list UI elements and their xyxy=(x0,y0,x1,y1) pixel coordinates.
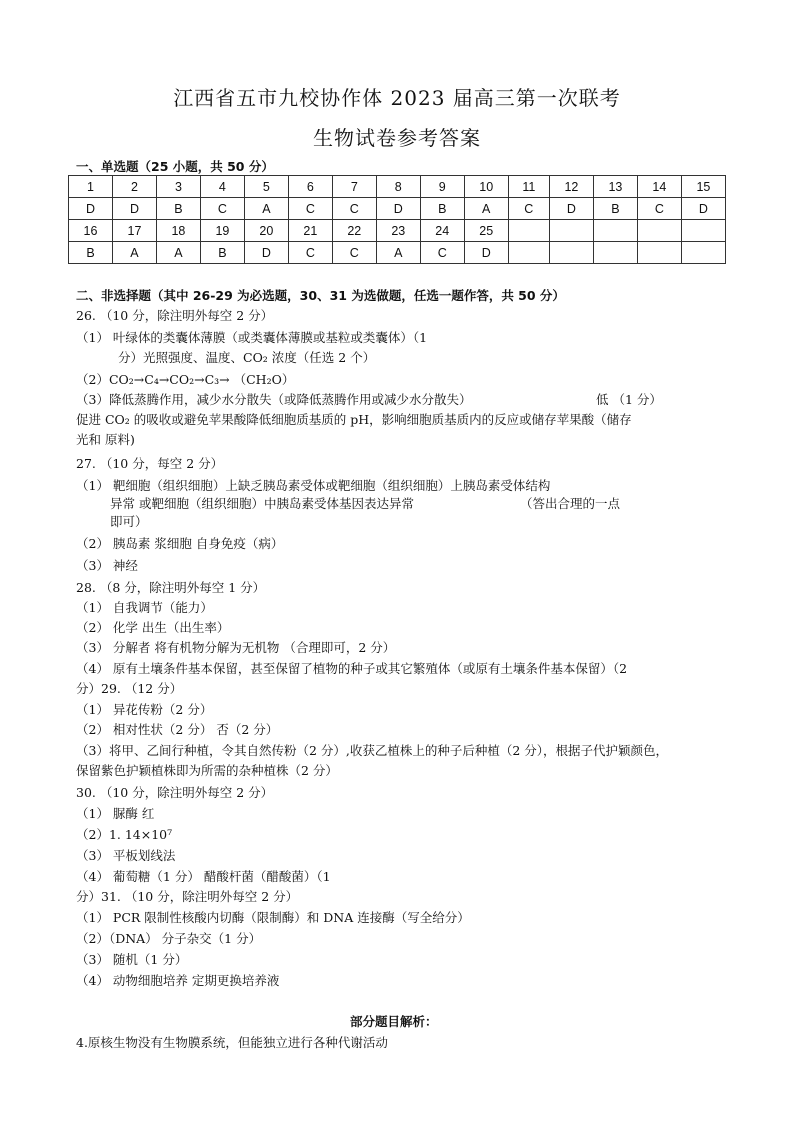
row2_ans-cell: A xyxy=(376,242,420,264)
row2_ans-cell: A xyxy=(112,242,156,264)
row2_ans-cell: C xyxy=(288,242,332,264)
q26-answer-1: （1） 叶绿体的类囊体薄膜（或类囊体薄膜或基粒或类囊体）（1 xyxy=(76,330,428,345)
q31-answer-3: （3） 随机（1 分） xyxy=(76,952,188,967)
page-subtitle: 生物试卷参考答案 xyxy=(313,126,481,150)
q28-heading: 28. （8 分，除注明外每空 1 分） xyxy=(76,580,266,595)
q30-answer-4: （4） 葡萄糖（1 分） 醋酸杆菌（醋酸菌）（1 xyxy=(76,869,331,884)
row1_ans-cell: B xyxy=(420,198,464,220)
row1_nums-cell: 6 xyxy=(288,176,332,198)
row2_ans-cell: D xyxy=(464,242,508,264)
q29-answer-1: （1） 异花传粉（2 分） xyxy=(76,702,213,717)
row1_nums-cell: 2 xyxy=(112,176,156,198)
row2_ans-cell: B xyxy=(200,242,244,264)
row1_ans-cell: B xyxy=(593,198,637,220)
q30-answer-1: （1） 脲酶 红 xyxy=(76,806,155,821)
row2_nums-cell: 25 xyxy=(464,220,508,242)
row1_ans-cell: C xyxy=(637,198,681,220)
row2_ans-cell xyxy=(508,242,549,264)
table-row xyxy=(69,242,726,264)
row2_ans-cell: A xyxy=(156,242,200,264)
row1_nums-cell: 7 xyxy=(332,176,376,198)
row1_nums-cell: 5 xyxy=(244,176,288,198)
row2_ans-cell: C xyxy=(420,242,464,264)
q30-answer-3: （3） 平板划线法 xyxy=(76,848,176,863)
row2_nums-cell xyxy=(637,220,681,242)
row1_ans-cell: C xyxy=(200,198,244,220)
row1_nums-cell: 8 xyxy=(376,176,420,198)
row1_ans-cell: C xyxy=(288,198,332,220)
table-row xyxy=(69,176,726,198)
q26-answer-3-c: 促进 CO₂ 的吸收或避免苹果酸降低细胞质基质的 pH，影响细胞质基质内的反应或储存苹果酸（储存 xyxy=(76,412,632,427)
row1_nums-cell: 9 xyxy=(420,176,464,198)
row1_ans-cell: D xyxy=(69,198,113,220)
q27-heading: 27. （10 分，每空 2 分） xyxy=(76,456,224,471)
row2_nums-cell: 20 xyxy=(244,220,288,242)
q27-answer-3: （3） 神经 xyxy=(76,558,138,573)
analysis-item-4: 4.原核生物没有生物膜系统，但能独立进行各种代谢活动 xyxy=(76,1035,388,1050)
row1_ans-cell: C xyxy=(332,198,376,220)
row1_nums-cell: 3 xyxy=(156,176,200,198)
row2_nums-cell xyxy=(549,220,593,242)
row2_nums-cell: 21 xyxy=(288,220,332,242)
q28-answer-2: （2） 化学 出生（出生率） xyxy=(76,620,230,635)
q29-answer-3-cont: 保留紫色护颖植株即为所需的杂种植株（2 分） xyxy=(76,763,338,778)
q28-answer-4-cont: 分）29. （12 分） xyxy=(76,681,183,696)
row1_ans-cell: D xyxy=(549,198,593,220)
page-title: 江西省五市九校协作体 2023 届高三第一次联考 xyxy=(173,86,621,110)
row2_ans-cell: C xyxy=(332,242,376,264)
row1_ans-cell: D xyxy=(112,198,156,220)
row1_ans-cell: A xyxy=(464,198,508,220)
q31-answer-1: （1） PCR 限制性核酸内切酶（限制酶）和 DNA 连接酶（写全给分） xyxy=(76,910,470,925)
q28-answer-4: （4） 原有土壤条件基本保留，甚至保留了植物的种子或其它繁殖体（或原有土壤条件基本保留）（2 xyxy=(76,661,628,676)
row1_nums-cell: 13 xyxy=(593,176,637,198)
table-row xyxy=(69,198,726,220)
row2_nums-cell: 23 xyxy=(376,220,420,242)
row2_ans-cell xyxy=(549,242,593,264)
row2_ans-cell xyxy=(681,242,725,264)
row2_nums-cell: 18 xyxy=(156,220,200,242)
row2_ans-cell: D xyxy=(244,242,288,264)
q27-answer-1-note-cont: 即可） xyxy=(110,514,148,529)
row2_nums-cell: 24 xyxy=(420,220,464,242)
row2_ans-cell: B xyxy=(69,242,113,264)
q30-heading: 30. （10 分，除注明外每空 2 分） xyxy=(76,785,274,800)
q26-answer-3-d: 光和 原料) xyxy=(76,432,135,447)
section-1-heading: 一、单选题（25 小题，共 50 分） xyxy=(76,159,274,174)
row1_nums-cell: 12 xyxy=(549,176,593,198)
row1_nums-cell: 4 xyxy=(200,176,244,198)
row2_nums-cell: 16 xyxy=(69,220,113,242)
q31-answer-2: （2）（DNA） 分子杂交（1 分） xyxy=(76,931,262,946)
row1_nums-cell: 10 xyxy=(464,176,508,198)
row1_nums-cell: 11 xyxy=(508,176,549,198)
row2_ans-cell xyxy=(593,242,637,264)
row1_nums-cell: 15 xyxy=(681,176,725,198)
row2_ans-cell xyxy=(637,242,681,264)
q30-answer-4-cont: 分）31. （10 分，除注明外每空 2 分） xyxy=(76,889,299,904)
q27-answer-1: （1） 靶细胞（组织细胞）上缺乏胰岛素受体或靶细胞（组织细胞）上胰岛素受体结构 xyxy=(76,478,551,493)
row2_nums-cell: 19 xyxy=(200,220,244,242)
row1_ans-cell: A xyxy=(244,198,288,220)
table-row xyxy=(69,220,726,242)
row2_nums-cell xyxy=(508,220,549,242)
section-2-heading: 二、非选择题（其中 26-29 为必选题，30、31 为选做题，任选一题作答，共 50 分） xyxy=(76,288,565,303)
q28-answer-3: （3） 分解者 将有机物分解为无机物 （合理即可，2 分） xyxy=(76,640,396,655)
row2_nums-cell: 22 xyxy=(332,220,376,242)
q27-answer-2: （2） 胰岛素 浆细胞 自身免疫（病） xyxy=(76,536,284,551)
analysis-heading: 部分题目解析： xyxy=(350,1014,438,1029)
row1_ans-cell: D xyxy=(681,198,725,220)
row1_ans-cell: C xyxy=(508,198,549,220)
q30-answer-2: （2）1. 14×10⁷ xyxy=(76,827,173,842)
q27-answer-1-cont: 异常 或靶细胞（组织细胞）中胰岛素受体基因表达异常 xyxy=(110,496,414,511)
row1_nums-cell: 1 xyxy=(69,176,113,198)
q27-answer-1-note: （答出合理的一点 xyxy=(520,496,621,511)
q29-answer-3: （3）将甲、乙间行种植，令其自然传粉（2 分）,收获乙植株上的种子后种植（2 分），根据子代护颖颜色， xyxy=(76,743,669,758)
q26-answer-3: （3）降低蒸腾作用，减少水分散失（或降低蒸腾作用或减少水分散失） xyxy=(76,392,472,407)
row2_nums-cell xyxy=(593,220,637,242)
q29-answer-2: （2） 相对性状（2 分） 否（2 分） xyxy=(76,722,279,737)
row1_ans-cell: D xyxy=(376,198,420,220)
q31-answer-4: （4） 动物细胞培养 定期更换培养液 xyxy=(76,973,280,988)
q26-heading: 26. （10 分，除注明外每空 2 分） xyxy=(76,308,274,323)
row1_nums-cell: 14 xyxy=(637,176,681,198)
q26-answer-1-cont: 分）光照强度、温度、CO₂ 浓度（任选 2 个） xyxy=(118,350,376,365)
row2_nums-cell: 17 xyxy=(112,220,156,242)
answer-table xyxy=(68,175,726,264)
q26-answer-2: （2）CO₂→C₄→CO₂→C₃→ （CH₂O） xyxy=(76,372,295,387)
row1_ans-cell: B xyxy=(156,198,200,220)
q26-answer-3-b: 低 （1 分） xyxy=(596,392,662,407)
row2_nums-cell xyxy=(681,220,725,242)
q28-answer-1: （1） 自我调节（能力） xyxy=(76,600,213,615)
